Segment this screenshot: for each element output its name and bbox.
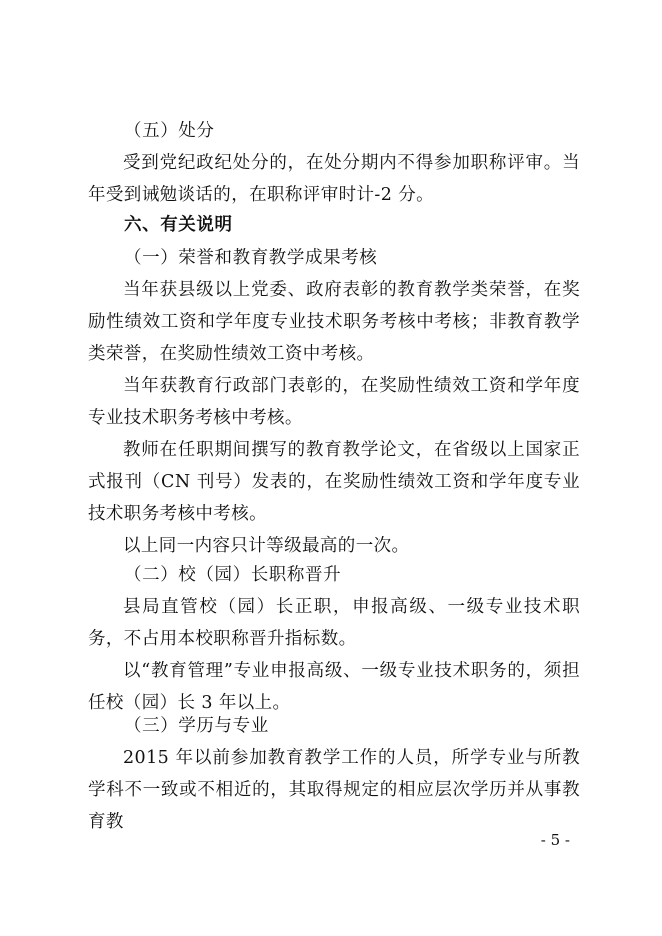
section-5-paragraph: 受到党纪政纪处分的，在处分期内不得参加职称评审。当年受到诫勉谈话的，在职称评审时计-2 分。 (88, 153, 580, 205)
section-5-heading: （五）处分 (124, 121, 215, 141)
subsection-2-heading: （二）校（园）长职称晋升 (124, 565, 342, 585)
subsection-1-heading: （一）荣誉和教育教学成果考核 (124, 248, 378, 268)
subsection-1-paragraph-2: 当年获教育行政部门表彰的，在奖励性绩效工资和学年度专业技术职务考核中考核。 (88, 376, 580, 428)
subsection-1-paragraph-4: 以上同一内容只计等级最高的一次。 (123, 536, 410, 556)
subsection-1-paragraph-3: 教师在任职期间撰写的教育教学论文，在省级以上国家正式报刊（CN 刊号）发表的，在奖励性绩效工资和学年度专业技术职务考核中考核。 (88, 440, 580, 524)
subsection-2-paragraph-1: 县局直管校（园）长正职，申报高级、一级专业技术职务，不占用本校职称晋升指标数。 (88, 597, 580, 649)
subsection-3-paragraph-1: 2015 年以前参加教育教学工作的人员，所学专业与所教学科不一致或不相近的，其取得规定的相应层次学历并从事教育教 (88, 748, 580, 832)
section-6-heading: 六、有关说明 (124, 215, 233, 235)
subsection-3-heading: （三）学历与专业 (124, 716, 269, 736)
subsection-2-paragraph-2: 以“教育管理”专业申报高级、一级专业技术职务的，须担任校（园）长 3 年以上。 (88, 661, 580, 713)
page-number: - 5 - (540, 831, 570, 849)
subsection-1-paragraph-1: 当年获县级以上党委、政府表彰的教育教学类荣誉，在奖励性绩效工资和学年度专业技术职务考核中考核；非教育教学类荣誉，在奖励性绩效工资中考核。 (88, 280, 580, 364)
